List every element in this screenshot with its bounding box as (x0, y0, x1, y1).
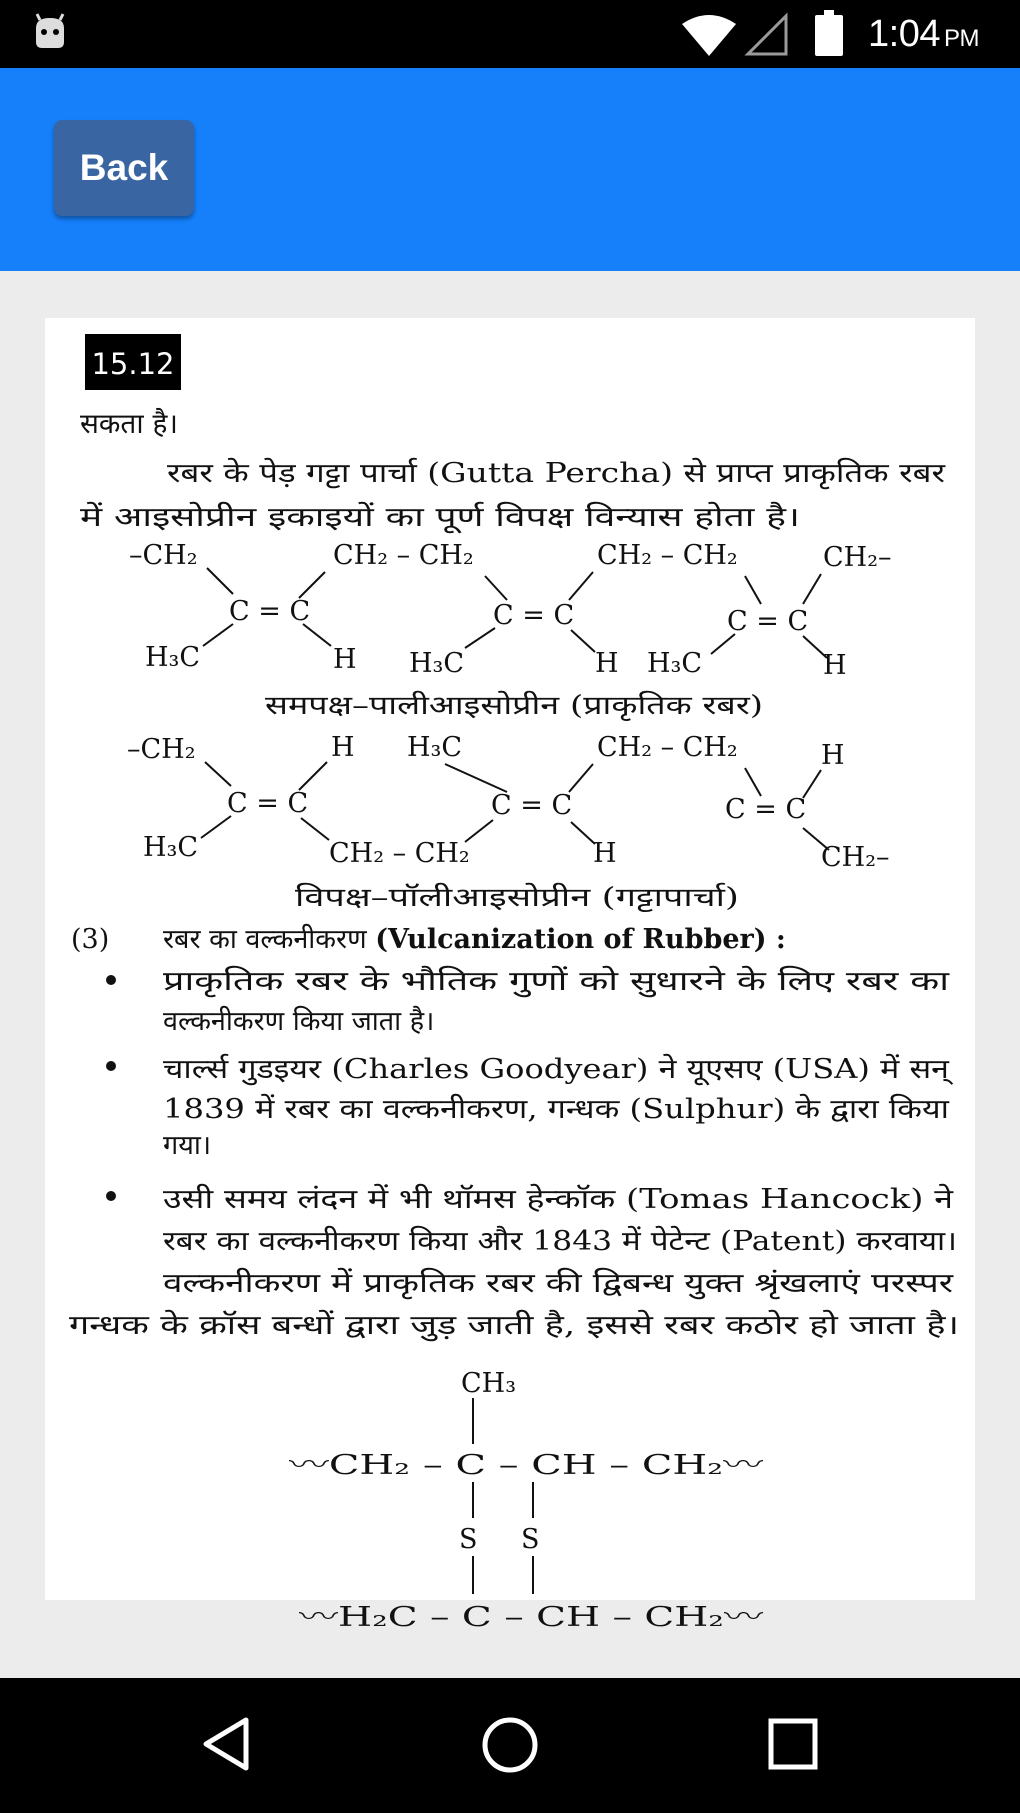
structure-trans-polyisoprene (127, 732, 890, 873)
chem-label: CH₂ – CH₂ (329, 838, 470, 869)
bullet-dot (106, 975, 116, 985)
page-scan (45, 318, 975, 1633)
para-gutta-line-2: में आइसोप्रीन इकाइयों का पूर्ण विपक्ष विन्यास होता है। (80, 502, 604, 533)
wifi-icon (682, 14, 736, 56)
caption-cis: समपक्ष–पालीआइसोप्रीन (प्राकृतिक रबर) (265, 691, 646, 721)
chem-row-top: 〰CH₂ – C – CH – CH₂〰 (289, 1450, 763, 1481)
chem-label: C = C (491, 790, 573, 821)
system-nav-bar (0, 1678, 1020, 1813)
chem-label: H₃C (647, 648, 703, 679)
clock (868, 13, 979, 56)
chem-label: H (823, 650, 847, 681)
bullet-3-line-1: उसी समय लंदन में भी थॉमस हेन्कॉक (Tomas Hancock) ने (163, 1184, 794, 1215)
bullet-2-line-2: 1839 में रबर का वल्कनीकरण, गन्धक (Sulphur) के द्वारा किया (163, 1094, 823, 1125)
clock-time: 1:04 (868, 13, 940, 55)
para-vulc-line-1: वल्कनीकरण में प्राकृतिक रबर की द्विबन्ध युक्त श्रृंखलाएं परस्पर (163, 1268, 773, 1299)
chem-label: CH₂ – CH₂ (597, 540, 738, 571)
chem-label: CH₃ (461, 1368, 517, 1399)
content-page (45, 318, 975, 1633)
chem-label: H (333, 644, 357, 675)
chem-label: C = C (229, 596, 311, 627)
bullet-1-line-1: प्राकृतिक रबर के भौतिक गुणों को सुधारने के लिए रबर का (163, 966, 726, 997)
app-bar (0, 68, 1020, 271)
chem-label: S (459, 1524, 478, 1555)
bullet-dot (106, 1191, 116, 1201)
chem-label: CH₂ – CH₂ (597, 732, 738, 763)
chem-label: CH₂– (821, 842, 890, 873)
section-3-title-hindi: रबर का वल्कनीकरण (163, 924, 376, 955)
chem-label: –CH₂ (127, 734, 196, 765)
android-icon (30, 12, 70, 52)
chem-label: H (821, 740, 845, 771)
chem-label: H₃C (407, 732, 463, 763)
para-vulc-line-2: गन्धक के क्रॉस बन्धों द्वारा जुड़ जाती है, इससे रबर कठोर हो जाता है। (69, 1310, 739, 1341)
section-number: 15.12 (91, 347, 175, 381)
chem-label: H₃C (145, 642, 201, 673)
recents-square-icon[interactable] (768, 1718, 818, 1770)
back-button[interactable]: Back (54, 120, 194, 216)
chem-row-bottom: 〰H₂C – C – CH – CH₂〰 (299, 1602, 763, 1633)
section-3-number: (3) (71, 924, 110, 955)
bullet-1-line-2: वल्कनीकरण किया जाता है। (163, 1006, 435, 1037)
bonds-structure-3 (473, 1398, 533, 1594)
signal-icon (744, 14, 788, 56)
bullet-dot (106, 1061, 116, 1071)
chem-label: H (331, 732, 355, 763)
chem-label: H (595, 648, 619, 679)
caption-trans: विपक्ष–पॉलीआइसोप्रीन (गट्टापार्चा) (295, 883, 616, 913)
chem-label: C = C (227, 788, 309, 819)
chem-label: C = C (727, 606, 809, 637)
bullet-2-line-3: गया। (163, 1130, 212, 1161)
structure-cis-polyisoprene (129, 540, 892, 681)
status-bar (0, 0, 1020, 68)
chem-label: C = C (493, 600, 575, 631)
battery-icon (815, 10, 843, 56)
clock-ampm: PM (943, 25, 979, 52)
section-3-title-english: (Vulcanization of Rubber) : (375, 924, 786, 955)
chem-label: CH₂– (823, 542, 892, 573)
bullet-3-line-2: रबर का वल्कनीकरण किया और 1843 में पेटेन्ट (Patent) करवाया। (163, 1226, 848, 1257)
para-gutta-line-1: रबर के पेड़ गट्टा पार्चा (Gutta Percha) से प्राप्त प्राकृतिक रबर (167, 458, 804, 489)
chem-label: H₃C (143, 832, 199, 863)
back-triangle-icon[interactable] (202, 1716, 252, 1772)
chem-label: –CH₂ (129, 540, 198, 571)
section-3-title (163, 923, 786, 955)
chem-label: H₃C (409, 648, 465, 679)
chem-label: H (593, 838, 617, 869)
chem-label: S (521, 1524, 540, 1555)
structure-vulcanized (289, 1368, 763, 1633)
home-circle-icon[interactable] (481, 1716, 539, 1774)
text-line-1: सकता है। (80, 407, 179, 440)
bullet-2-line-1: चार्ल्स गुडइयर (Charles Goodyear) ने यूएसए (USA) में सन् (163, 1054, 825, 1085)
chem-label: CH₂ – CH₂ (333, 540, 474, 571)
chem-label: C = C (725, 794, 807, 825)
